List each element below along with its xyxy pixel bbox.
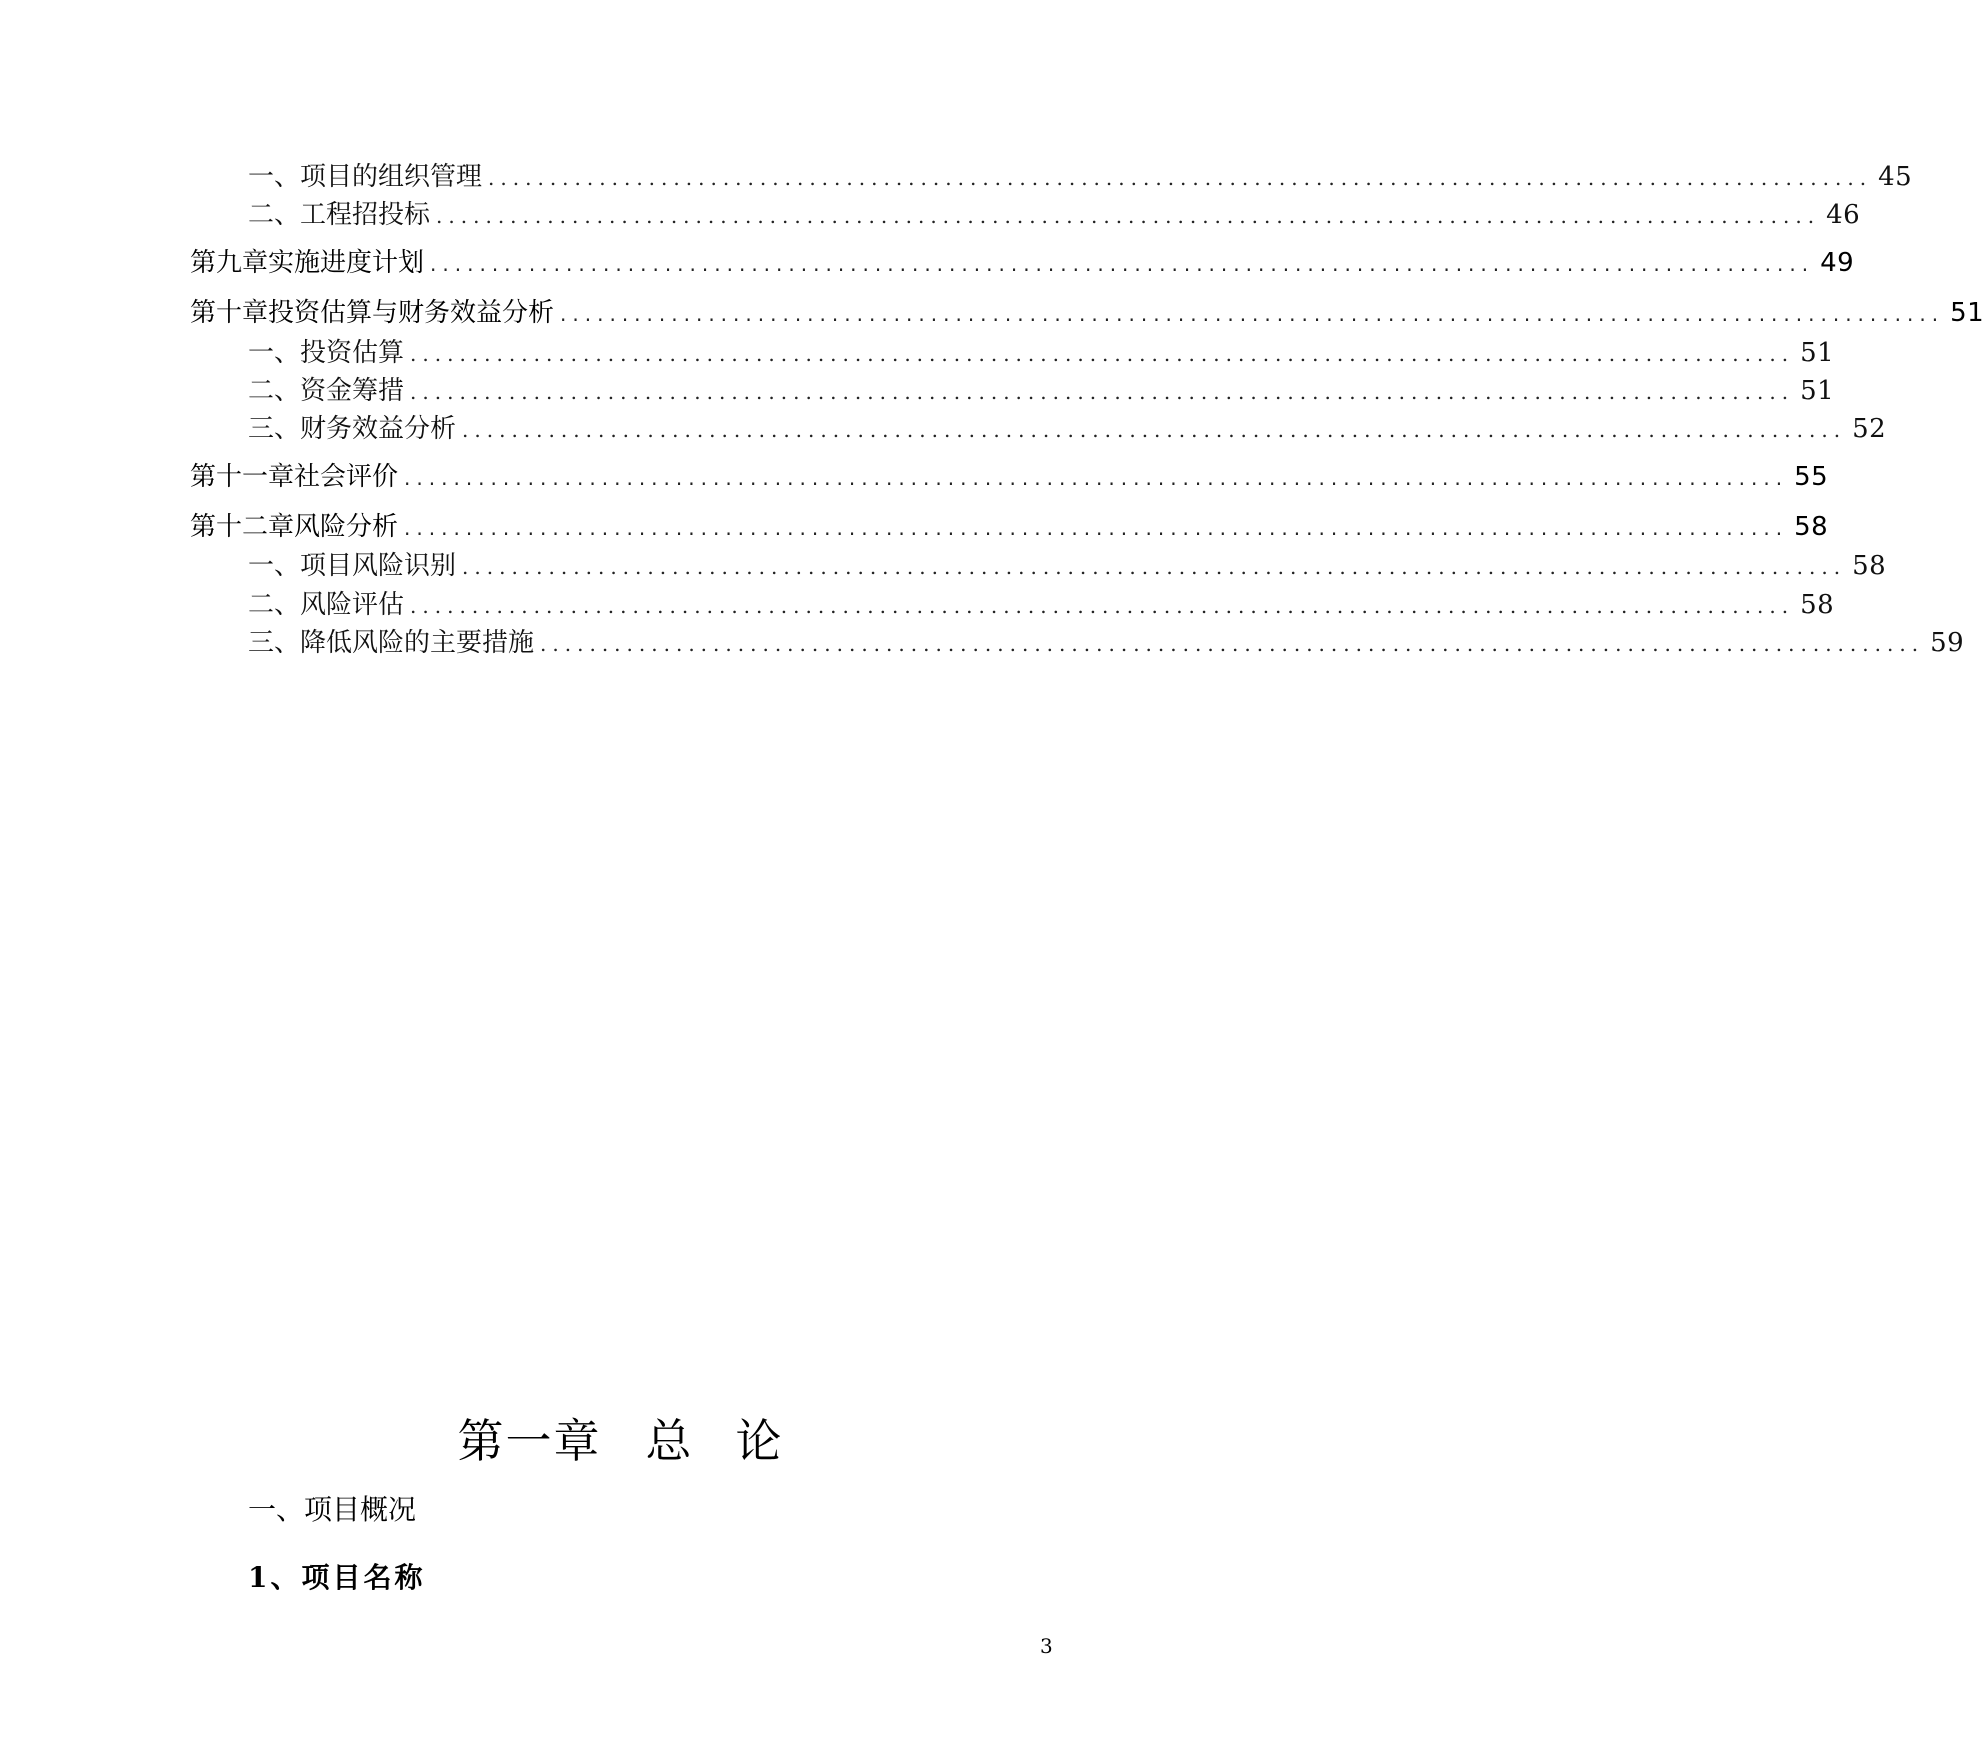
toc-entry-page: 46 [1826, 200, 1861, 230]
toc-entry-page: 51 [1800, 338, 1835, 368]
toc-entry-title: 工程招投标 [300, 200, 431, 230]
toc-entry-page: 58 [1800, 590, 1835, 620]
toc-entry-page: 51 [1950, 298, 1984, 328]
page-number: 3 [1040, 1634, 1053, 1658]
toc-chapter-number: 第十二章 [190, 512, 295, 542]
toc-entry-page: 49 [1820, 248, 1855, 278]
toc-entry-page: 58 [1852, 551, 1887, 581]
toc-leader-dots: ................................................................................................................ [488, 166, 1873, 190]
toc-entry[interactable] [248, 194, 1861, 231]
toc-entry-number: 二、 [248, 200, 301, 230]
toc-chapter-entry[interactable] [190, 506, 1829, 543]
toc-entry-title: 降低风险的主要措施 [300, 628, 535, 658]
toc-leader-dots: ................................................................................................................ [462, 555, 1847, 579]
toc-entry-title: 项目的组织管理 [300, 162, 483, 192]
toc-entry-number: 一、 [248, 551, 301, 581]
table-of-contents [0, 0, 1984, 680]
toc-chapter-number: 第十章 [190, 298, 269, 328]
toc-chapter-title: 社会评价 [294, 462, 399, 492]
toc-entry-page: 51 [1800, 376, 1835, 406]
toc-entry[interactable] [248, 332, 1835, 369]
toc-leader-dots: ................................................................................................................ [404, 466, 1789, 490]
toc-leader-dots: ................................................................................................................ [540, 632, 1925, 656]
toc-chapter-entry[interactable] [190, 456, 1829, 493]
toc-chapter-entry[interactable] [190, 292, 1984, 329]
toc-entry-title: 资金筹措 [300, 376, 405, 406]
toc-leader-dots: ................................................................................................................ [410, 594, 1795, 618]
toc-entry-page: 58 [1794, 512, 1829, 542]
toc-chapter-title: 实施进度计划 [268, 248, 425, 278]
toc-entry-title: 财务效益分析 [300, 414, 457, 444]
toc-entry-title: 投资估算 [300, 338, 405, 368]
toc-chapter-title: 投资估算与财务效益分析 [268, 298, 555, 328]
toc-entry-page: 59 [1930, 628, 1965, 658]
toc-entry-number: 二、 [248, 590, 301, 620]
toc-chapter-title: 风险分析 [294, 512, 399, 542]
toc-entry-number: 三、 [248, 414, 301, 444]
toc-leader-dots: ................................................................................................................ [430, 252, 1815, 276]
toc-leader-dots: ................................................................................................................ [462, 418, 1847, 442]
toc-leader-dots: ................................................................................................................ [436, 204, 1821, 228]
toc-entry[interactable] [248, 622, 1965, 659]
toc-entry[interactable] [248, 156, 1913, 193]
toc-chapter-entry[interactable] [190, 242, 1855, 279]
chapter-title-part-2: 论 [735, 1414, 784, 1468]
toc-entry-title: 项目风险识别 [300, 551, 457, 581]
toc-entry-page: 52 [1852, 414, 1887, 444]
toc-leader-dots: ................................................................................................................ [404, 516, 1789, 540]
toc-entry-number: 三、 [248, 628, 301, 658]
chapter-title-part-1: 总 [645, 1414, 694, 1468]
toc-chapter-number: 第十一章 [190, 462, 295, 492]
toc-entry[interactable] [248, 584, 1835, 621]
toc-entry[interactable] [248, 408, 1887, 445]
toc-entry[interactable] [248, 545, 1887, 582]
toc-leader-dots: ................................................................................................................ [410, 380, 1795, 404]
toc-entry-number: 一、 [248, 162, 301, 192]
subsection-heading: 1、项目名称 [248, 1561, 426, 1594]
section-heading: 一、项目概况 [248, 1493, 417, 1526]
chapter-title [0, 1405, 1241, 1471]
toc-entry-number: 一、 [248, 338, 301, 368]
chapter-number: 第一章 [457, 1414, 602, 1468]
toc-entry-page: 45 [1878, 162, 1913, 192]
toc-entry-title: 风险评估 [300, 590, 405, 620]
toc-entry[interactable] [248, 370, 1835, 407]
toc-leader-dots: ................................................................................................................ [560, 302, 1945, 326]
toc-leader-dots: ................................................................................................................ [410, 342, 1795, 366]
toc-entry-number: 二、 [248, 376, 301, 406]
toc-entry-page: 55 [1794, 462, 1829, 492]
toc-chapter-number: 第九章 [190, 248, 269, 278]
